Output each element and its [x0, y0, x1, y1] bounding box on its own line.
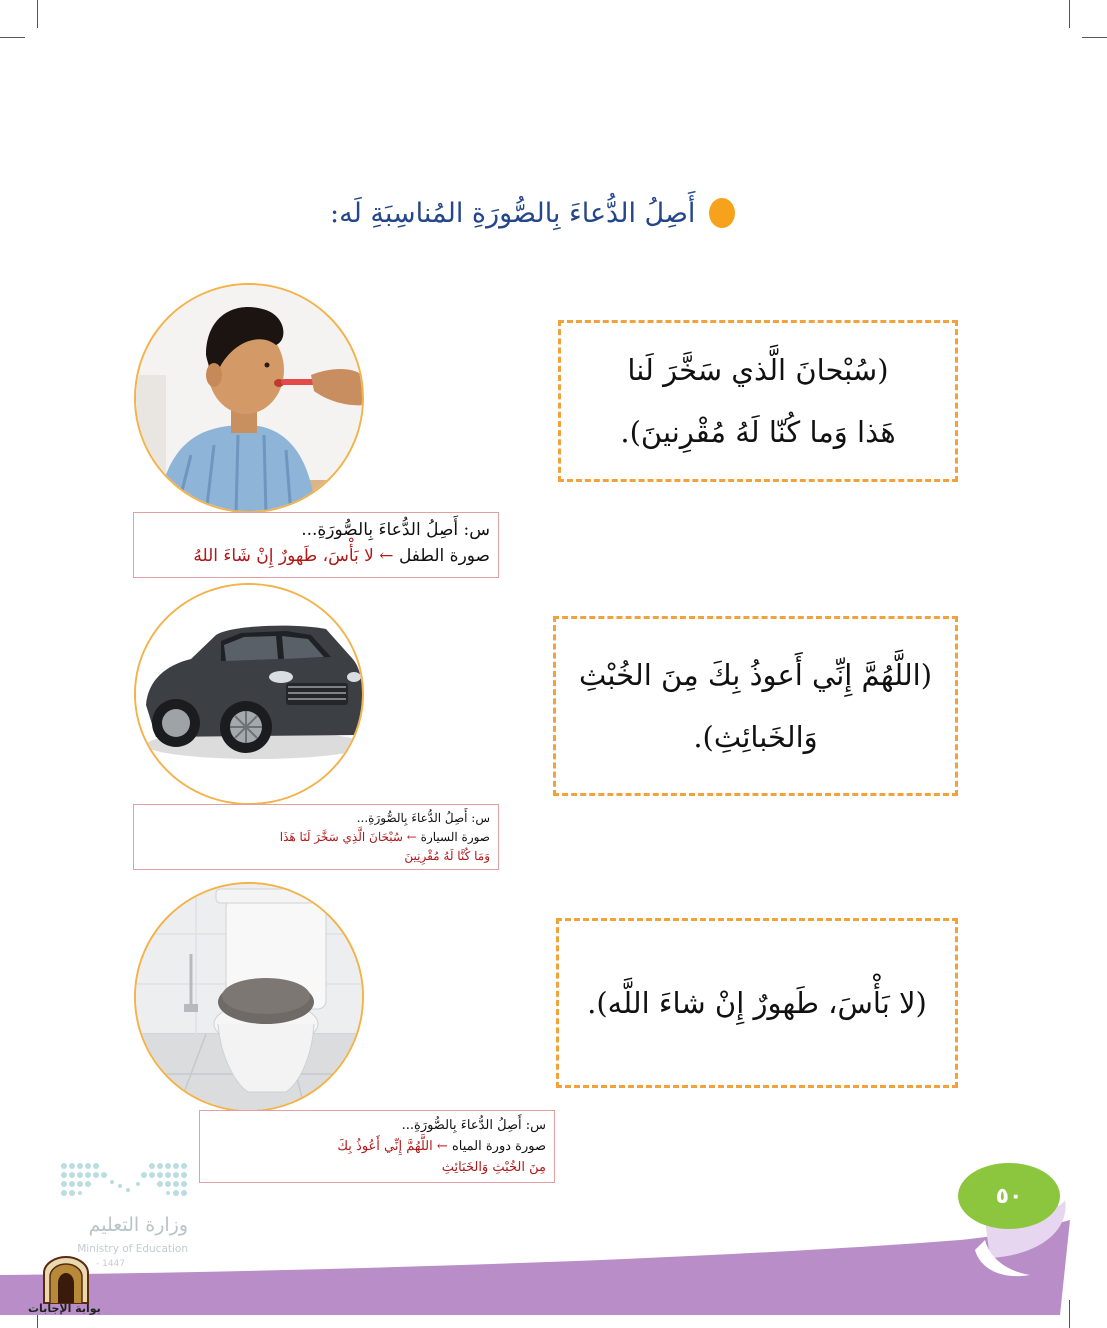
- orange-dot-icon: [709, 198, 735, 228]
- answer-subject: صورة الطفل: [398, 546, 490, 566]
- dua-line: (سُبْحانَ الَّذي سَخَّرَ لَنا: [627, 353, 889, 387]
- answer-question: س: أَصِلُ الدُّعاءَ بِالصُّورَةِ...: [356, 811, 490, 825]
- toilet-image[interactable]: [134, 882, 364, 1112]
- toilet-illustration: [136, 884, 364, 1112]
- dua-box-travel: [558, 320, 958, 482]
- dua-box-sick: [556, 918, 958, 1088]
- answer-text-continued: مِنَ الخُبْثِ وَالخَبَائِثِ: [441, 1160, 546, 1175]
- dua-line: وَالخَبائِثِ).: [693, 720, 818, 754]
- crop-mark: [0, 37, 25, 38]
- answer-box-car: [133, 804, 499, 870]
- heading-text: أَصِلُ الدُّعاءَ بِالصُّورَةِ المُناسِبَةِ لَه:: [330, 197, 696, 229]
- crop-mark: [1082, 37, 1107, 38]
- exercise-heading: [330, 188, 770, 238]
- arrow-left-icon: ←: [406, 830, 417, 844]
- answer-text: سُبْحَانَ الَّذِي سَخَّرَ لَنَا هَذَا: [279, 830, 403, 844]
- arrow-left-icon: ←: [379, 546, 394, 566]
- arrow-left-icon: ←: [436, 1139, 448, 1154]
- mosque-gate-logo-icon: [40, 1255, 92, 1305]
- child-taking-medicine-image[interactable]: [134, 283, 364, 513]
- answer-subject: صورة السيارة: [420, 830, 490, 844]
- answer-text: لا بَأْسَ، طَهورٌ إِنْ شَاءَ اللهُ: [193, 546, 374, 566]
- answer-question: س: أَصِلُ الدُّعاءَ بِالصُّورَةِ...: [401, 1118, 546, 1133]
- dua-line: هَذا وَما كُنّا لَهُ مُقْرِنينَ).: [620, 415, 896, 449]
- page-number-badge: [958, 1163, 1060, 1229]
- dua-line: (لا بَأْسَ، طَهورٌ إِنْ شاءَ اللَّه).: [587, 986, 927, 1020]
- answer-text: اللَّهُمَّ إِنِّي أَعُوذُ بِكَ: [337, 1139, 433, 1154]
- answer-question: س: أَصِلُ الدُّعاءَ بِالصُّورَةِ...: [301, 520, 490, 540]
- dua-line: (اللَّهُمَّ إِنِّي أَعوذُ بِكَ مِنَ الخُبْثِ: [578, 658, 933, 692]
- car-illustration: [136, 585, 364, 805]
- answer-box-child: [133, 512, 499, 578]
- suv-car-image[interactable]: [134, 583, 364, 805]
- ministry-name-arabic: وزارة التعليم: [88, 1214, 188, 1236]
- ministry-name-english: Ministry of Education: [77, 1243, 188, 1255]
- answer-subject: صورة دورة المياه: [451, 1139, 546, 1154]
- child-illustration: [136, 285, 364, 513]
- portal-label: بوابة الإجابات: [28, 1302, 101, 1315]
- page-number: ٥٠: [995, 1183, 1023, 1209]
- ministry-year: - 1447: [96, 1259, 126, 1269]
- answer-box-toilet: [199, 1110, 555, 1183]
- dua-box-toilet: [553, 616, 958, 796]
- crop-mark: [1069, 0, 1070, 28]
- answer-text-continued: وَمَا كُنَّا لَهُ مُقْرِنِينَ: [404, 849, 490, 863]
- crop-mark: [37, 0, 38, 28]
